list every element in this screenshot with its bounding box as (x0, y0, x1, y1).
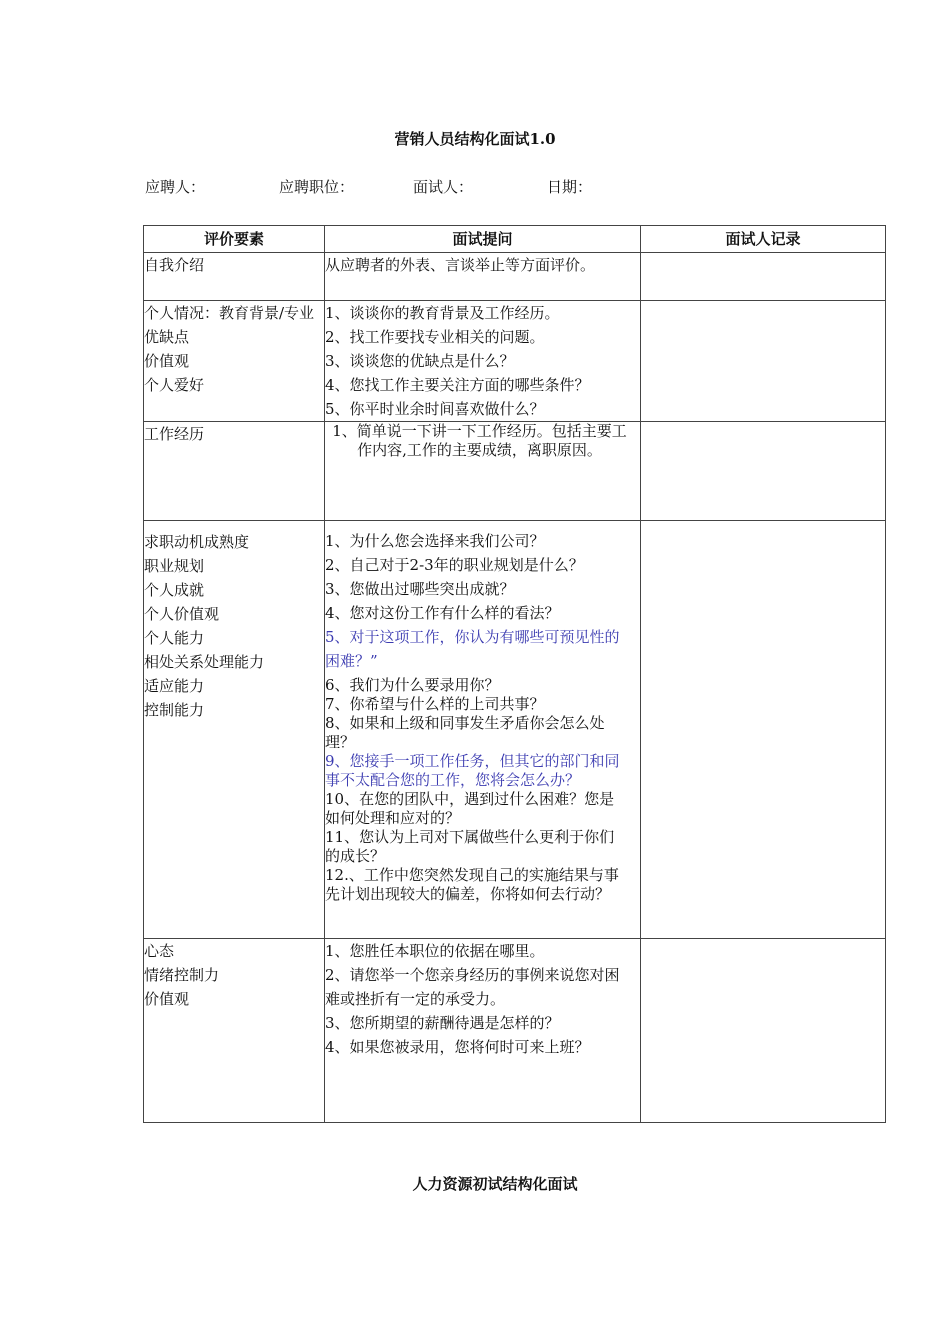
factor-item: 适应能力 (144, 677, 205, 695)
factor-cell (144, 301, 325, 422)
notes-cell[interactable] (641, 301, 886, 422)
question-item: 1、您胜任本职位的依据在哪里。 (325, 942, 545, 960)
question-item: 从应聘者的外表、言谈举止等方面评价。 (325, 256, 596, 274)
table-row (144, 422, 886, 521)
factor-item: 工作经历 (144, 425, 205, 443)
table-row (144, 521, 886, 939)
question-item: 10、在您的团队中，遇到过什么困难？您是如何处理和应对的？ (325, 790, 615, 827)
table-row (144, 301, 886, 422)
question-item: 8、如果和上级和同事发生矛盾你会怎么处理？ (325, 714, 605, 751)
question-item: 12.、工作中您突然发现自己的实施结果与事先计划出现较大的偏差，你将如何去行动？ (325, 866, 619, 903)
notes-cell[interactable] (641, 422, 886, 521)
question-item: 2、找工作要找专业相关的问题。 (325, 328, 545, 346)
date-label: 日期： (547, 178, 593, 196)
header-interview-questions: 面试提问 (325, 226, 641, 253)
question-item: 1、谈谈你的教育背景及工作经历。 (325, 304, 560, 322)
notes-cell[interactable] (641, 253, 886, 301)
header-interviewer-notes: 面试人记录 (641, 226, 886, 253)
notes-cell[interactable] (641, 521, 886, 939)
question-cell (325, 521, 641, 939)
question-item: 7、你希望与什么样的上司共事？ (325, 695, 545, 713)
factor-item: 控制能力 (144, 701, 205, 719)
question-item: 2、请您举一个您亲身经历的事例来说您对困难或挫折有一定的承受力。 (325, 966, 620, 1008)
question-item-highlighted: 9、您接手一项工作任务，但其它的部门和同事不太配合您的工作，您将会怎么办？ (325, 752, 620, 789)
question-cell (325, 253, 641, 301)
question-item: 3、谈谈您的优缺点是什么？ (325, 352, 515, 370)
question-cell (325, 301, 641, 422)
table-header-row (144, 226, 886, 253)
factor-cell (144, 939, 325, 1123)
position-label: 应聘职位： (279, 178, 355, 196)
factor-cell (144, 422, 325, 521)
question-cell (325, 422, 641, 521)
factor-item: 优缺点 (144, 328, 190, 346)
question-item: 2、自己对于2-3年的职业规划是什么？ (325, 556, 584, 574)
header-evaluation-factors: 评价要素 (144, 226, 325, 253)
question-item: 6、我们为什么要录用你？ (325, 676, 500, 694)
factor-item: 价值观 (144, 990, 190, 1008)
question-item: 4、如果您被录用，您将何时可来上班？ (325, 1038, 590, 1056)
question-item: 3、您所期望的薪酬待遇是怎样的？ (325, 1014, 560, 1032)
factor-item: 个人爱好 (144, 376, 205, 394)
factor-cell (144, 253, 325, 301)
factor-item: 情绪控制力 (144, 966, 220, 984)
document-title: 营销人员结构化面试1.0 (394, 130, 556, 148)
question-item: 5、你平时业余时间喜欢做什么？ (325, 400, 545, 418)
section-title: 人力资源初试结构化面试 (412, 1175, 578, 1193)
factor-item: 职业规划 (144, 557, 205, 575)
factor-item: 求职动机成熟度 (144, 533, 250, 551)
interviewer-label: 面试人： (413, 178, 474, 196)
question-cell (325, 939, 641, 1123)
factor-item: 个人成就 (144, 581, 205, 599)
factor-item: 个人能力 (144, 629, 205, 647)
factor-item: 个人情况：教育背景/专业 (144, 304, 315, 322)
question-item-highlighted: 5、对于这项工作，你认为有哪些可预见性的困难？” (325, 628, 620, 670)
table-row (144, 253, 886, 301)
table-row (144, 939, 886, 1123)
question-item: 4、您对这份工作有什么样的看法？ (325, 604, 560, 622)
factor-item: 个人价值观 (144, 605, 220, 623)
question-item: 11、您认为上司对下属做些什么更利于你们的成长？ (325, 828, 615, 865)
notes-cell[interactable] (641, 939, 886, 1123)
applicant-label: 应聘人： (145, 178, 206, 196)
question-item: 1、为什么您会选择来我们公司？ (325, 532, 545, 550)
factor-cell (144, 521, 325, 939)
factor-item: 心态 (144, 942, 175, 960)
question-item: 4、您找工作主要关注方面的哪些条件？ (325, 376, 590, 394)
question-item: 3、您做出过哪些突出成就？ (325, 580, 515, 598)
interview-table (143, 225, 886, 1123)
factor-item: 价值观 (144, 352, 190, 370)
factor-item: 相处关系处理能力 (144, 653, 265, 671)
factor-item: 自我介绍 (144, 256, 205, 274)
question-item: 1、简单说一下讲一下工作经历。包括主要工作内容,工作的主要成绩，离职原因。 (332, 422, 627, 459)
